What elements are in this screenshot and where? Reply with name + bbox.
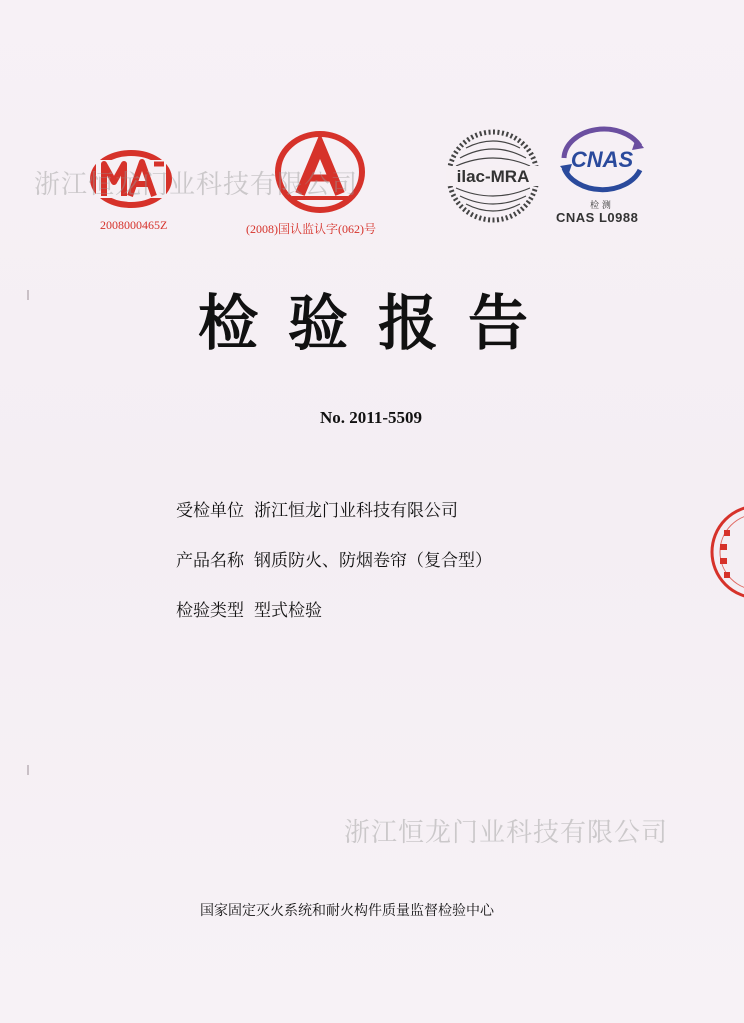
field-value: 浙江恒龙门业科技有限公司 bbox=[254, 501, 458, 521]
issuer-name: 国家固定灭火系统和耐火构件质量监督检验中心 bbox=[200, 903, 494, 919]
watermark-top: 浙江恒龙门业科技有限公司 bbox=[34, 170, 359, 200]
cnas-code: CNAS L0988 bbox=[556, 210, 639, 225]
binding-mark bbox=[27, 765, 29, 775]
field-label: 受检单位 bbox=[176, 501, 244, 521]
field-value: 钢质防火、防烟卷帘（复合型） bbox=[254, 551, 492, 571]
field-label: 检验类型 bbox=[176, 601, 244, 621]
field-inspection-type bbox=[176, 596, 322, 621]
field-product-name bbox=[176, 546, 492, 571]
seal-stamp-icon bbox=[706, 500, 744, 604]
watermark-bottom: 浙江恒龙门业科技有限公司 bbox=[344, 818, 669, 848]
cnas-logo bbox=[552, 120, 652, 200]
ilac-text: ilac-MRA bbox=[456, 167, 530, 186]
field-inspected-unit bbox=[176, 496, 458, 521]
ilac-mra-logo bbox=[440, 128, 546, 224]
binding-mark bbox=[27, 290, 29, 300]
cnas-arc-icon bbox=[552, 120, 652, 200]
report-number: No. 2011-5509 bbox=[320, 408, 422, 427]
report-title: 检验报告 bbox=[198, 289, 558, 359]
cma-code: 2008000465Z bbox=[100, 218, 168, 232]
cnas-text: CNAS bbox=[570, 147, 634, 172]
cal-code: (2008)国认监认字(062)号 bbox=[246, 222, 376, 236]
field-value: 型式检验 bbox=[254, 601, 322, 621]
field-label: 产品名称 bbox=[176, 551, 244, 571]
red-seal-fragment bbox=[706, 500, 744, 604]
cnas-sub: 检 测 bbox=[590, 201, 611, 211]
ilac-globe-icon bbox=[440, 128, 546, 224]
